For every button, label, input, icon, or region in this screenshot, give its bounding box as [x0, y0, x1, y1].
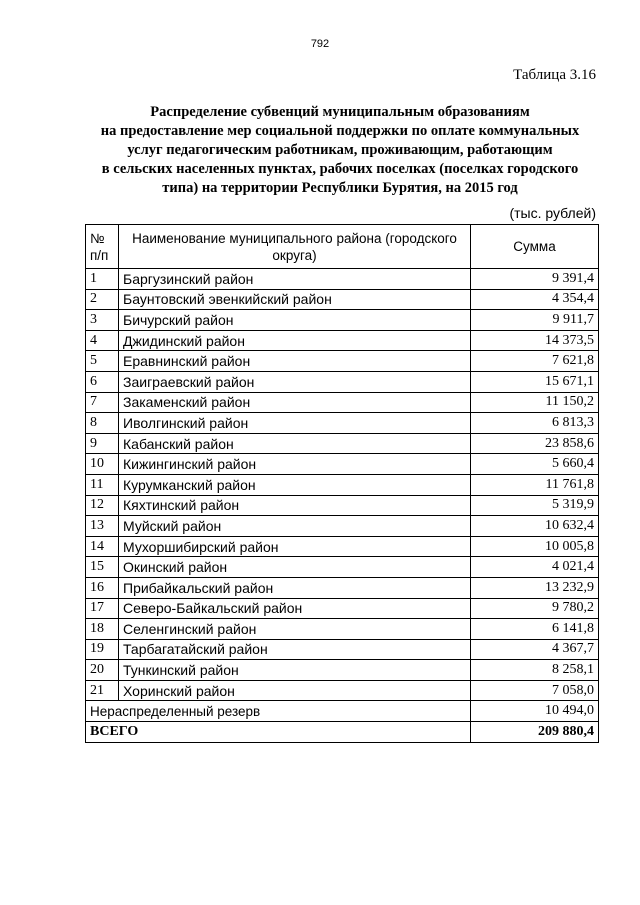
units-label: (тыс. рублей)	[509, 205, 596, 221]
table-row	[86, 413, 599, 434]
row-number: 11	[86, 474, 119, 495]
row-number: 2	[86, 289, 119, 310]
table-row	[86, 351, 599, 372]
table-header-row	[86, 225, 599, 269]
row-number: 8	[86, 413, 119, 434]
title-line: в сельских населенных пунктах, рабочих поселках (поселках городского	[101, 161, 579, 177]
row-name: Мухоршибирский район	[119, 536, 471, 557]
reserve-row	[86, 701, 599, 722]
row-sum: 9 391,4	[471, 269, 599, 290]
row-number: 6	[86, 371, 119, 392]
table-body	[86, 269, 599, 743]
reserve-row-label: Нераспределенный резерв	[86, 701, 471, 722]
row-number: 12	[86, 495, 119, 516]
row-name: Кижингинский район	[119, 454, 471, 475]
row-sum: 5 319,9	[471, 495, 599, 516]
row-name: Баргузинский район	[119, 269, 471, 290]
row-name: Закаменский район	[119, 392, 471, 413]
header-number: № п/п	[86, 225, 119, 269]
table-row	[86, 310, 599, 331]
row-sum: 5 660,4	[471, 454, 599, 475]
reserve-row-sum: 10 494,0	[471, 701, 599, 722]
row-sum: 6 141,8	[471, 619, 599, 640]
row-name: Тункинский район	[119, 660, 471, 681]
table-row	[86, 639, 599, 660]
table-row	[86, 680, 599, 701]
title-line: на предоставление мер социальной поддержки по оплате коммунальных	[100, 123, 580, 139]
table-row	[86, 330, 599, 351]
row-number: 3	[86, 310, 119, 331]
row-name: Кяхтинский район	[119, 495, 471, 516]
row-sum: 15 671,1	[471, 371, 599, 392]
table-title	[70, 103, 610, 198]
table-row	[86, 433, 599, 454]
row-name: Кабанский район	[119, 433, 471, 454]
row-number: 9	[86, 433, 119, 454]
row-name: Хоринский район	[119, 680, 471, 701]
table-row	[86, 598, 599, 619]
row-number: 20	[86, 660, 119, 681]
row-number: 1	[86, 269, 119, 290]
row-sum: 11 761,8	[471, 474, 599, 495]
row-sum: 7 058,0	[471, 680, 599, 701]
table-row	[86, 619, 599, 640]
row-sum: 23 858,6	[471, 433, 599, 454]
row-name: Джидинский район	[119, 330, 471, 351]
table-row	[86, 495, 599, 516]
row-sum: 10 005,8	[471, 536, 599, 557]
table-row	[86, 516, 599, 537]
table-row	[86, 536, 599, 557]
header-sum: Сумма	[471, 225, 599, 269]
header-name: Наименование муниципального района (городского округа)	[119, 225, 471, 269]
table-row	[86, 454, 599, 475]
table-label: Таблица 3.16	[513, 67, 596, 83]
row-sum: 9 911,7	[471, 310, 599, 331]
row-sum: 7 621,8	[471, 351, 599, 372]
row-name: Бичурский район	[119, 310, 471, 331]
row-sum: 4 367,7	[471, 639, 599, 660]
row-name: Муйский район	[119, 516, 471, 537]
table-row	[86, 269, 599, 290]
row-number: 4	[86, 330, 119, 351]
row-number: 5	[86, 351, 119, 372]
row-sum: 4 354,4	[471, 289, 599, 310]
row-name: Баунтовский эвенкийский район	[119, 289, 471, 310]
table-row	[86, 557, 599, 578]
row-name: Еравнинский район	[119, 351, 471, 372]
row-sum: 11 150,2	[471, 392, 599, 413]
total-row	[86, 722, 599, 743]
row-name: Тарбагатайский район	[119, 639, 471, 660]
table-row	[86, 392, 599, 413]
row-name: Заиграевский район	[119, 371, 471, 392]
total-row-sum: 209 880,4	[471, 722, 599, 743]
row-name: Окинский район	[119, 557, 471, 578]
total-row-label: ВСЕГО	[86, 722, 471, 743]
row-number: 7	[86, 392, 119, 413]
row-sum: 6 813,3	[471, 413, 599, 434]
row-number: 18	[86, 619, 119, 640]
table-row	[86, 660, 599, 681]
table-row	[86, 474, 599, 495]
row-name: Селенгинский район	[119, 619, 471, 640]
row-name: Иволгинский район	[119, 413, 471, 434]
table-row	[86, 371, 599, 392]
title-line: типа) на территории Республики Бурятия, на 2015 год	[162, 180, 518, 196]
row-sum: 8 258,1	[471, 660, 599, 681]
row-name: Северо-Байкальский район	[119, 598, 471, 619]
row-number: 14	[86, 536, 119, 557]
title-line: Распределение субвенций муниципальным образованиям	[150, 104, 530, 120]
title-line: услуг педагогическим работникам, проживающим, работающим	[127, 142, 553, 158]
row-sum: 9 780,2	[471, 598, 599, 619]
row-number: 10	[86, 454, 119, 475]
table-row	[86, 577, 599, 598]
page-number: 792	[310, 38, 330, 50]
row-sum: 10 632,4	[471, 516, 599, 537]
row-name: Курумканский район	[119, 474, 471, 495]
row-number: 16	[86, 577, 119, 598]
row-sum: 14 373,5	[471, 330, 599, 351]
table-row	[86, 289, 599, 310]
row-number: 13	[86, 516, 119, 537]
row-sum: 13 232,9	[471, 577, 599, 598]
row-name: Прибайкальский район	[119, 577, 471, 598]
row-number: 19	[86, 639, 119, 660]
row-number: 17	[86, 598, 119, 619]
row-sum: 4 021,4	[471, 557, 599, 578]
row-number: 15	[86, 557, 119, 578]
subsidy-table	[85, 224, 599, 743]
row-number: 21	[86, 680, 119, 701]
